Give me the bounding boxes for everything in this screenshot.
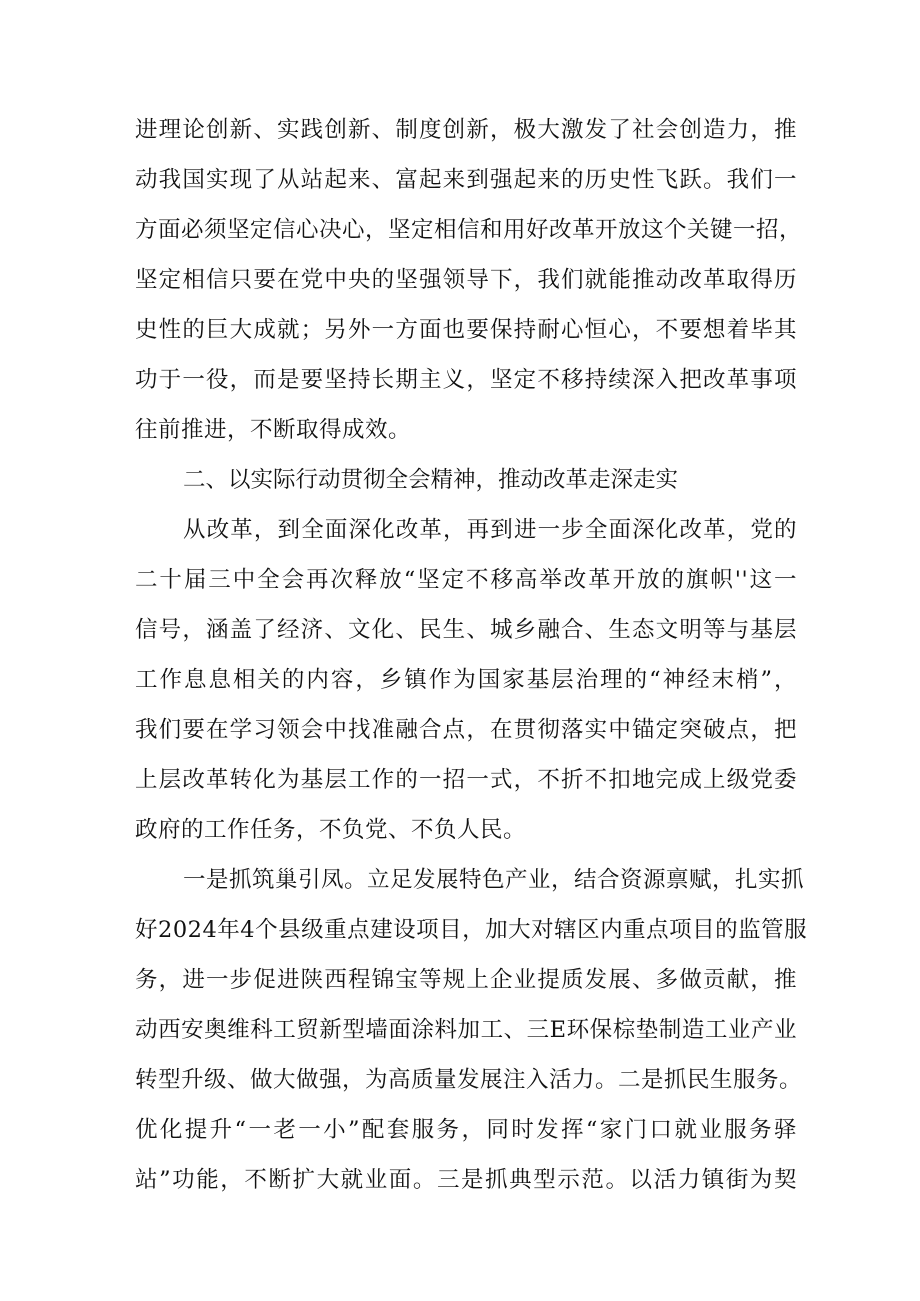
paragraph2-line-4: 工作息息相关的内容，乡镇作为国家基层治理的“神经末梢”， xyxy=(135,667,797,693)
paragraph1-line-6: 功于一役，而是要坚持长期主义，坚定不移持续深入把改革事项 xyxy=(135,367,797,393)
paragraph1-line-3: 方面必须坚定信心决心，坚定相信和用好改革开放这个关键一招， xyxy=(135,217,803,243)
paragraph3-line-1: 一是抓筑巢引凤。立足发展特色产业，结合资源禀赋，扎实抓 xyxy=(183,867,805,893)
paragraph3-line-6: 优化提升“一老一小”配套服务，同时发挥“家门口就业服务驿 xyxy=(135,1117,797,1143)
paragraph2-line-3: 信号，涵盖了经济、文化、民生、城乡融合、生态文明等与基层 xyxy=(135,617,797,643)
paragraph1-line-4: 坚定相信只要在党中央的坚强领导下，我们就能推动改革取得历 xyxy=(135,267,797,293)
paragraph2-line-2: 二十届三中全会再次释放“坚定不移高举改革开放的旗帜''这一 xyxy=(135,567,797,593)
paragraph2-line-1: 从改革，到全面深化改革，再到进一步全面深化改革，党的 xyxy=(183,517,797,543)
paragraph2-line-5: 我们要在学习领会中找准融合点，在贯彻落实中锚定突破点，把 xyxy=(135,717,797,743)
paragraph1-line-7: 往前推进，不断取得成效。 xyxy=(135,417,412,443)
paragraph1-line-1: 进理论创新、实践创新、制度创新，极大激发了社会创造力，推 xyxy=(135,117,797,143)
paragraph3-line-4: 动西安奥维科工贸新型墙面涂料加工、三E环保棕垫制造工业产业 xyxy=(135,1017,797,1043)
paragraph1-line-5: 史性的巨大成就；另外一方面也要保持耐心恒心，不要想着毕其 xyxy=(135,317,797,343)
paragraph2-line-7: 政府的工作任务，不负党、不负人民。 xyxy=(135,817,527,843)
paragraph3-line-3: 务，进一步促进陕西程锦宝等规上企业提质发展、多做贡献，推 xyxy=(135,967,797,993)
paragraph3-line-7: 站”功能，不断扩大就业面。三是抓典型示范。以活力镇街为契 xyxy=(135,1167,797,1193)
paragraph3-line-5: 转型升级、做大做强，为高质量发展注入活力。二是抓民生服务。 xyxy=(135,1067,803,1093)
paragraph3-line-2: 好2024年4个县级重点建设项目，加大对辖区内重点项目的监管服 xyxy=(135,917,808,943)
paragraph1-line-2: 动我国实现了从站起来、富起来到强起来的历史性飞跃。我们一 xyxy=(135,167,797,193)
paragraph2-line-6: 上层改革转化为基层工作的一招一式，不折不扣地完成上级党委 xyxy=(135,767,797,793)
section-heading: 二、以实际行动贯彻全会精神，推动改革走深走实 xyxy=(183,467,679,493)
